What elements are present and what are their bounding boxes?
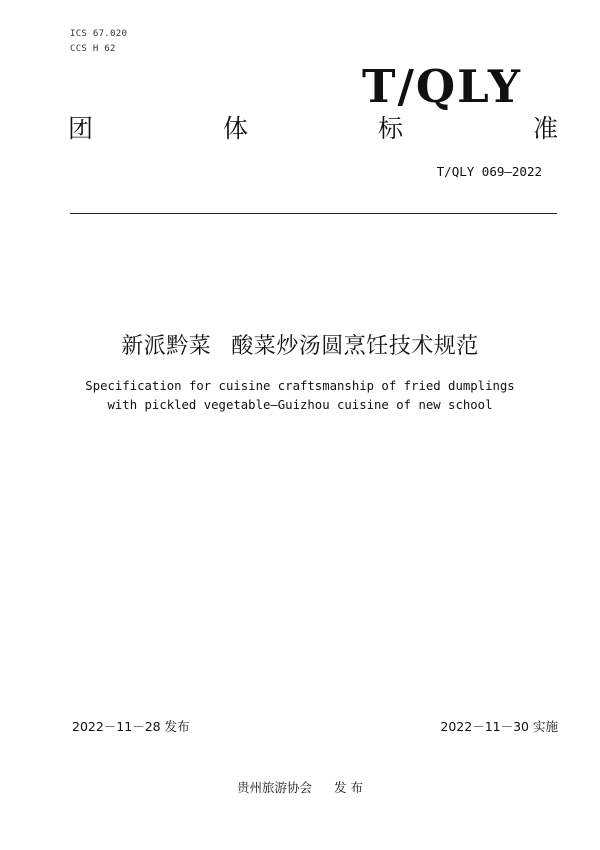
ccs-code: CCS H 62 xyxy=(70,44,116,54)
standard-type-char: 准 xyxy=(532,114,558,143)
title-chinese xyxy=(0,329,600,360)
publisher-line xyxy=(0,778,600,796)
standard-type-char: 团 xyxy=(68,114,94,143)
ics-code: ICS 67.020 xyxy=(70,29,128,39)
standard-type xyxy=(68,114,558,144)
title-chinese-part2: 酸菜炒汤圆烹饪技术规范 xyxy=(231,334,479,359)
issue-date: 2022－11－28 发布 xyxy=(72,719,190,734)
title-english-line2: with pickled vegetable—Guizhou cuisine of new school xyxy=(107,398,493,412)
publisher-name: 贵州旅游协会 xyxy=(237,780,313,795)
standard-number: T/QLY 069—2022 xyxy=(436,164,542,179)
standard-type-char: 体 xyxy=(222,114,248,143)
title-english-line1: Specification for cuisine craftsmanship of fried dumplings xyxy=(85,379,515,393)
header-divider xyxy=(70,213,557,214)
title-chinese-part1: 新派黔菜 xyxy=(121,334,212,359)
publish-label: 发 布 xyxy=(334,780,363,795)
standard-code-logo: T/QLY xyxy=(361,60,522,113)
standard-type-char: 标 xyxy=(377,114,403,143)
implementation-date: 2022－11－30 实施 xyxy=(440,719,558,734)
